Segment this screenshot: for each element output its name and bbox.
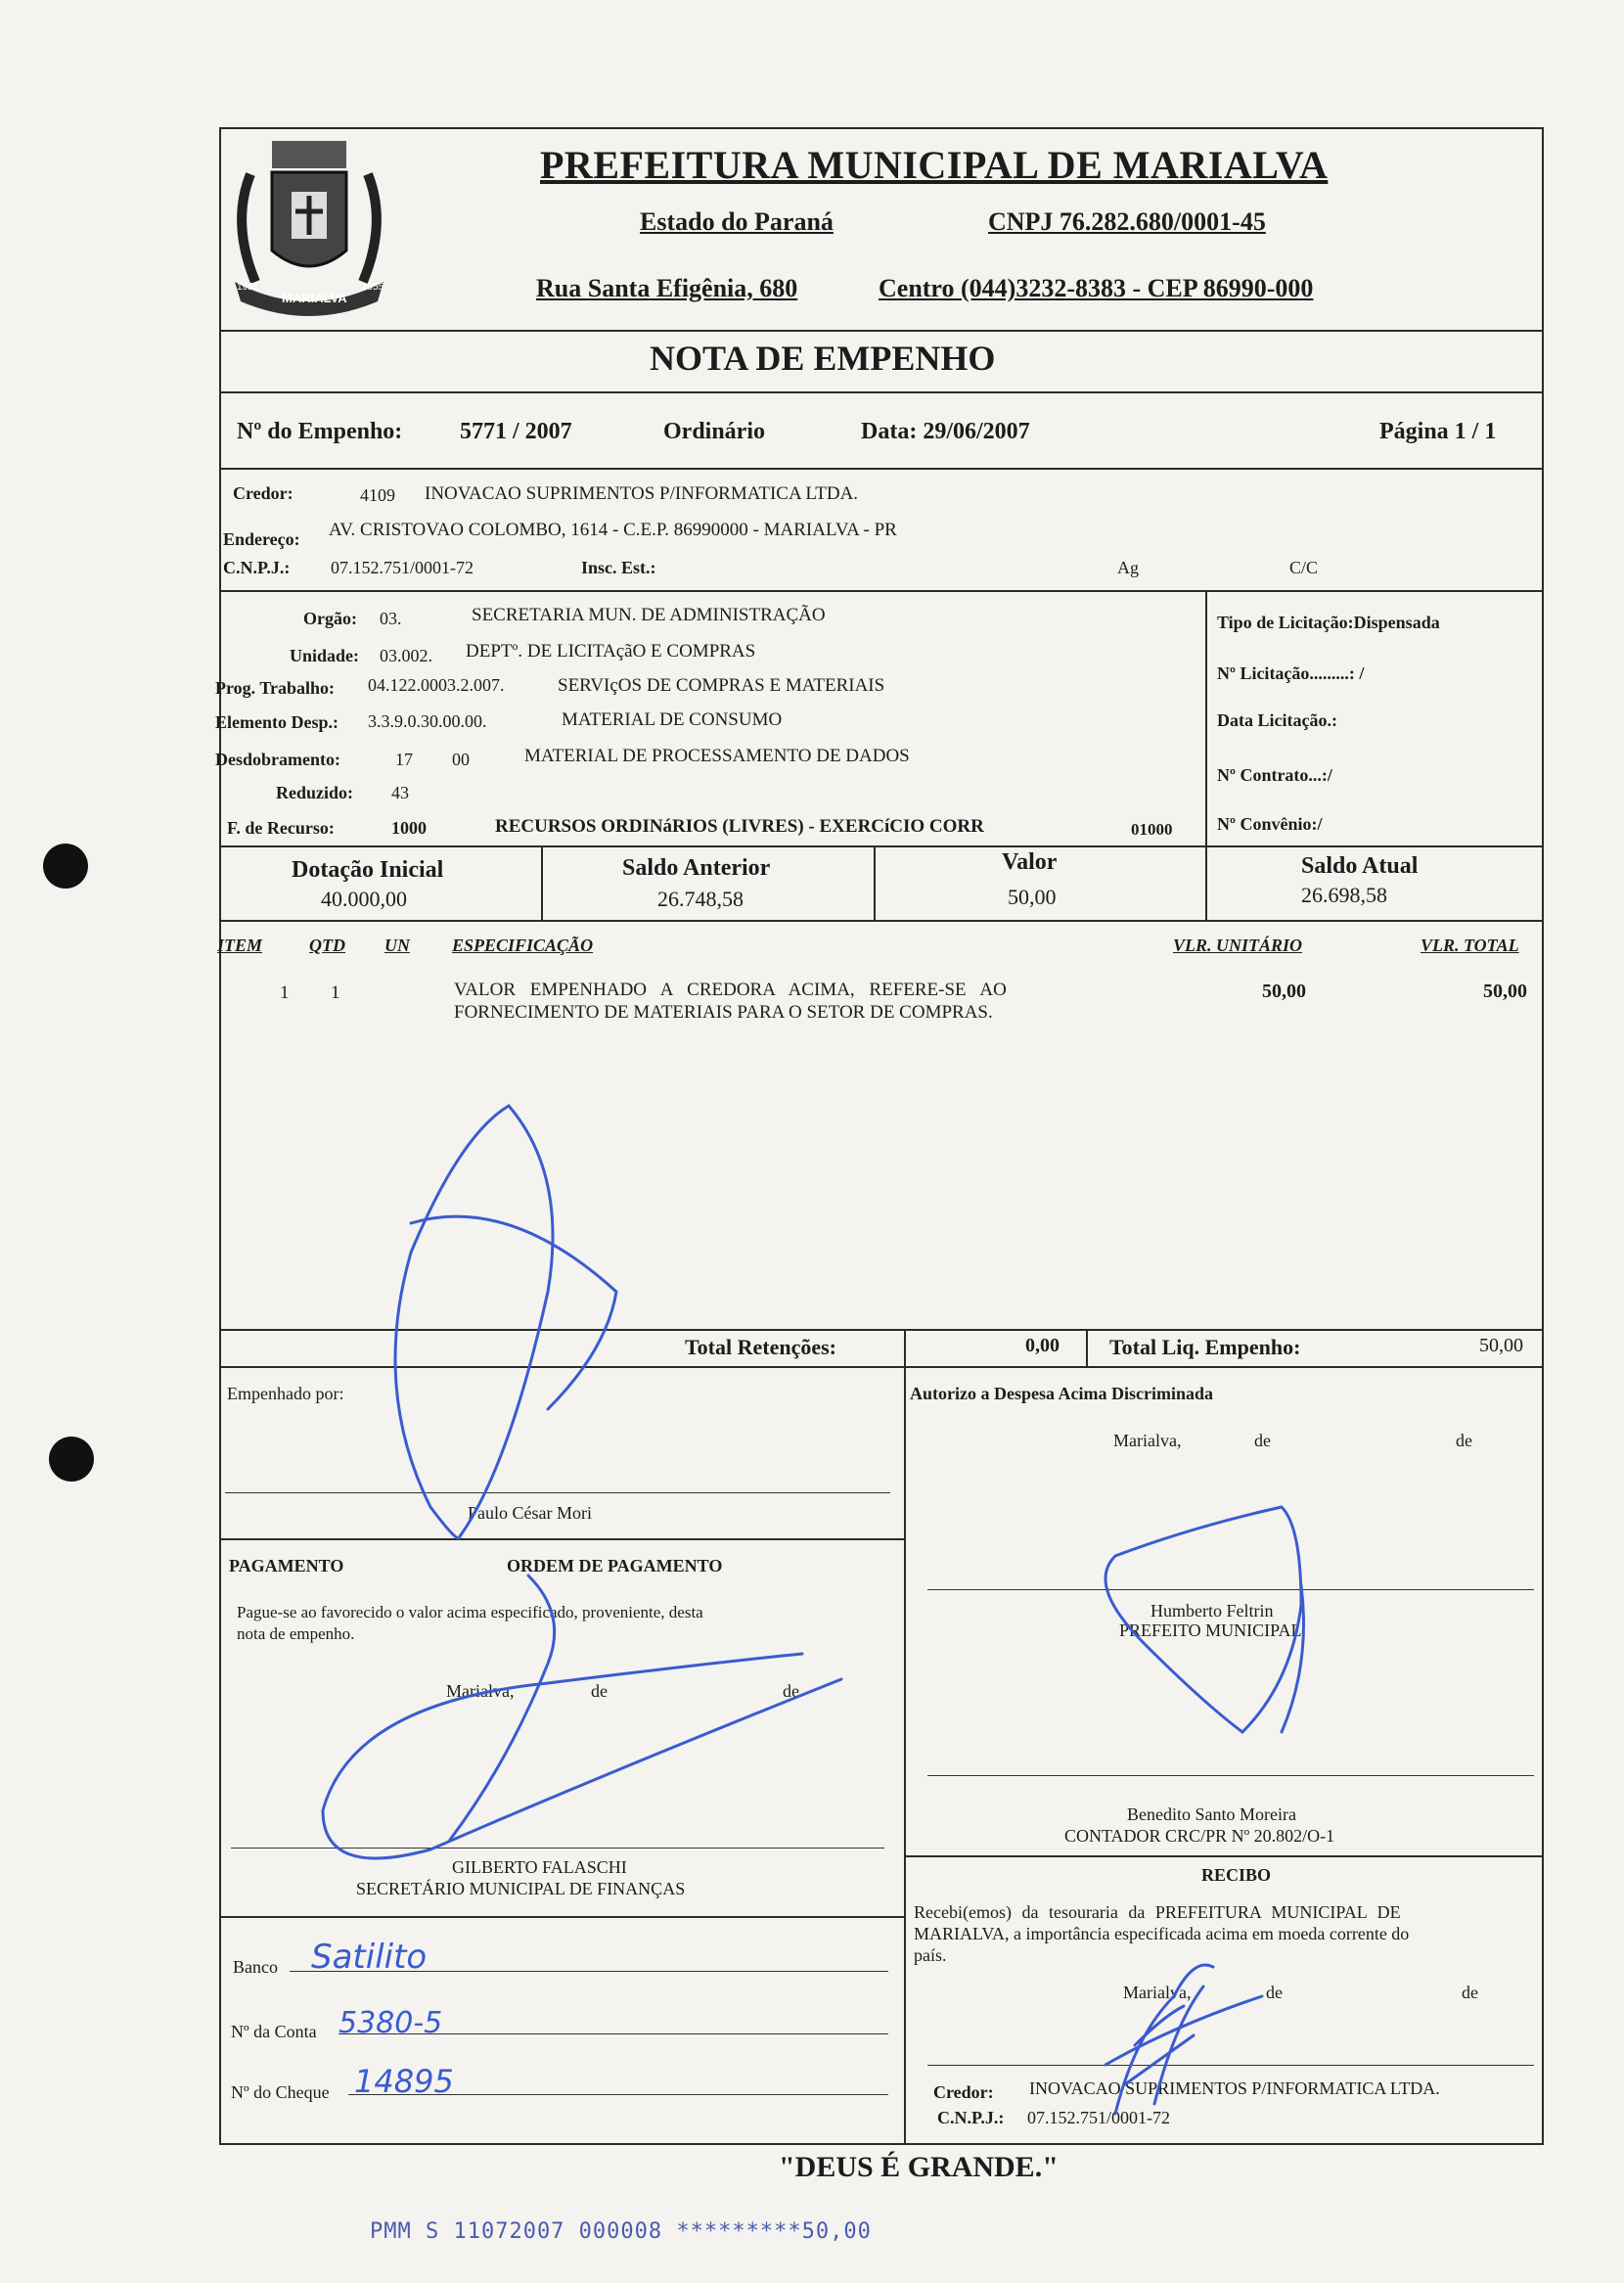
recibo-credor-label: Credor: (933, 2082, 994, 2102)
orgao-code: 03. (380, 609, 402, 628)
orgao-name: SECRETARIA MUN. DE ADMINISTRAÇÃO (472, 605, 826, 625)
reduzido-value: 43 (391, 783, 409, 802)
contador-role: CONTADOR CRC/PR Nº 20.802/O-1 (1064, 1826, 1335, 1846)
secretario-name: GILBERTO FALASCHI (452, 1857, 627, 1877)
secretario-role: SECRETÁRIO MUNICIPAL DE FINANÇAS (356, 1879, 686, 1898)
total-retencoes-label: Total Retenções: (685, 1335, 836, 1359)
col-total: VLR. TOTAL (1421, 936, 1519, 955)
autorizo-place: Marialva, (1113, 1431, 1182, 1450)
recurso-code: 1000 (391, 818, 427, 838)
conta-value[interactable]: 5380-5 (338, 2006, 443, 2040)
empenho-type: Ordinário (663, 419, 766, 444)
elemento-label: Elemento Desp.: (215, 712, 338, 732)
col-spec: ESPECIFICAÇÃO (452, 936, 594, 955)
prefeito-role: PREFEITO MUNICIPAL (1119, 1621, 1302, 1640)
crest-year-right: 1955 (362, 282, 384, 293)
reduzido-label: Reduzido: (276, 783, 354, 802)
col-unit-price: VLR. UNITÁRIO (1173, 936, 1303, 955)
cheque-label: Nº do Cheque (231, 2082, 330, 2102)
numero-contrato: Nº Contrato...:/ (1217, 765, 1332, 785)
recibo-de2: de (1462, 1983, 1478, 2002)
credor-cnpj-label: C.N.P.J.: (223, 558, 291, 577)
desdobramento-label: Desdobramento: (215, 750, 340, 769)
state-label: Estado do Paraná (640, 207, 834, 236)
item-unit-price: 50,00 (1262, 981, 1306, 1002)
orgao-label: Orgão: (303, 609, 357, 628)
data-licitacao: Data Licitação.: (1217, 710, 1337, 730)
total-retencoes-value: 0,00 (1025, 1335, 1060, 1356)
unidade-label: Unidade: (290, 646, 360, 665)
item-total: 50,00 (1483, 981, 1527, 1002)
recibo-text-line2: MARIALVA, a importância especificada acima em moeda corrente do (914, 1924, 1410, 1943)
numero-licitacao: Nº Licitação.........: / (1217, 663, 1365, 683)
banco-value[interactable]: Satilito (311, 1938, 428, 1977)
saldo-atual-value: 26.698,58 (1301, 883, 1387, 907)
dotacao-inicial-value: 40.000,00 (321, 887, 407, 911)
col-un: UN (384, 936, 410, 955)
saldo-atual-label: Saldo Atual (1301, 853, 1419, 879)
pagamento-de2: de (783, 1681, 799, 1701)
district-phone-line: Centro (044)3232-8383 - CEP 86990-000 (879, 274, 1314, 302)
autorizo-label: Autorizo a Despesa Acima Discriminada (910, 1384, 1213, 1403)
recibo-label: RECIBO (1201, 1865, 1272, 1885)
conta-label: Nº da Conta (231, 2022, 317, 2041)
credor-address: AV. CRISTOVAO COLOMBO, 1614 - C.E.P. 86990000 - MARIALVA - PR (329, 520, 897, 540)
total-liq-value: 50,00 (1479, 1335, 1523, 1356)
desdobramento-code2: 00 (452, 750, 470, 769)
credor-name: INOVACAO SUPRIMENTOS P/INFORMATICA LTDA. (425, 483, 859, 504)
prefeito-name: Humberto Feltrin (1150, 1601, 1274, 1621)
footer-stamp: PMM S 11072007 000008 *********50,00 (370, 2219, 872, 2244)
elemento-name: MATERIAL DE CONSUMO (562, 709, 783, 730)
document-title: NOTA DE EMPENHO (650, 339, 996, 378)
recibo-cnpj-label: C.N.P.J.: (937, 2108, 1005, 2127)
ordem-pagamento-label: ORDEM DE PAGAMENTO (507, 1556, 723, 1575)
ag-label: Ag (1117, 558, 1139, 577)
col-item: ITEM (217, 936, 263, 955)
item-spec-line1: VALOR EMPENHADO A CREDORA ACIMA, REFERE-SE AO (454, 980, 1007, 1000)
numero-convenio: Nº Convênio:/ (1217, 814, 1323, 834)
autorizo-de1: de (1254, 1431, 1271, 1450)
punch-hole-bottom (49, 1437, 94, 1482)
page-number: Página 1 / 1 (1379, 419, 1497, 444)
recurso-code2: 01000 (1131, 820, 1173, 839)
valor-label: Valor (1002, 849, 1058, 875)
unidade-code: 03.002. (380, 646, 432, 665)
total-liq-label: Total Liq. Empenho: (1109, 1335, 1301, 1359)
recibo-text-line1: Recebi(emos) da tesouraria da PREFEITURA MUNICIPAL DE (914, 1902, 1401, 1922)
autorizo-de2: de (1456, 1431, 1472, 1450)
recibo-credor-name: INOVACAO SUPRIMENTOS P/INFORMATICA LTDA. (1029, 2078, 1440, 2098)
empenho-date: Data: 29/06/2007 (861, 419, 1030, 444)
pagamento-label: PAGAMENTO (229, 1556, 344, 1575)
credor-cnpj: 07.152.751/0001-72 (331, 558, 474, 577)
cc-label: C/C (1289, 558, 1319, 577)
desdobramento-name: MATERIAL DE PROCESSAMENTO DE DADOS (524, 746, 910, 766)
prog-name: SERVIçOS DE COMPRAS E MATERIAIS (558, 675, 885, 696)
recibo-text-line3: país. (914, 1945, 947, 1965)
credor-code: 4109 (360, 485, 395, 505)
municipal-crest-icon (211, 135, 407, 331)
tipo-licitacao: Tipo de Licitação:Dispensada (1217, 613, 1440, 632)
insc-label: Insc. Est.: (581, 558, 656, 577)
item-spec-line2: FORNECIMENTO DE MATERIAIS PARA O SETOR DE COMPRAS. (454, 1002, 993, 1023)
saldo-anterior-value: 26.748,58 (657, 887, 744, 911)
recibo-place: Marialva, (1123, 1983, 1192, 2002)
cheque-value[interactable]: 14895 (354, 2063, 454, 2100)
banco-label: Banco (233, 1957, 278, 1977)
empenhado-label: Empenhado por: (227, 1384, 344, 1403)
recurso-name: RECURSOS ORDINáRIOS (LIVRES) - EXERCíCIO CORR (495, 816, 984, 837)
recibo-cnpj-value: 07.152.751/0001-72 (1027, 2108, 1170, 2127)
page-title: PREFEITURA MUNICIPAL DE MARIALVA (540, 143, 1329, 187)
unidade-name: DEPTº. DE LICITAçãO E COMPRAS (466, 641, 756, 662)
empenho-label: Nº do Empenho: (237, 419, 403, 444)
elemento-code: 3.3.9.0.30.00.00. (368, 711, 487, 731)
recurso-label: F. de Recurso: (227, 818, 335, 838)
contador-name: Benedito Santo Moreira (1127, 1804, 1296, 1824)
pagamento-de1: de (591, 1681, 608, 1701)
dotacao-inicial-label: Dotação Inicial (292, 857, 444, 883)
recibo-de1: de (1266, 1983, 1283, 2002)
crest-ribbon-text: MARIALVA (282, 291, 347, 305)
empenho-number: 5771 / 2007 (460, 419, 572, 444)
item-number: 1 (280, 982, 290, 1003)
empenhado-name: Paulo César Mori (468, 1503, 592, 1523)
footer-motto: "DEUS É GRANDE." (779, 2151, 1059, 2183)
punch-hole-top (43, 844, 88, 889)
col-qtd: QTD (309, 936, 345, 955)
cnpj-header: CNPJ 76.282.680/0001-45 (988, 207, 1266, 236)
pagamento-text-line2: nota de empenho. (237, 1624, 355, 1643)
prog-label: Prog. Trabalho: (215, 678, 336, 698)
endereco-label: Endereço: (223, 529, 300, 549)
item-qtd: 1 (331, 982, 340, 1003)
desdobramento-code1: 17 (395, 750, 413, 769)
pagamento-place: Marialva, (446, 1681, 515, 1701)
valor-value: 50,00 (1008, 885, 1057, 909)
saldo-anterior-label: Saldo Anterior (622, 855, 771, 881)
pagamento-text-line1: Pague-se ao favorecido o valor acima especificado, proveniente, desta (237, 1603, 703, 1621)
address-line: Rua Santa Efigênia, 680 (536, 274, 798, 302)
crest-year-left: 1951 (237, 282, 259, 293)
credor-label: Credor: (233, 483, 293, 503)
prog-code: 04.122.0003.2.007. (368, 675, 505, 695)
